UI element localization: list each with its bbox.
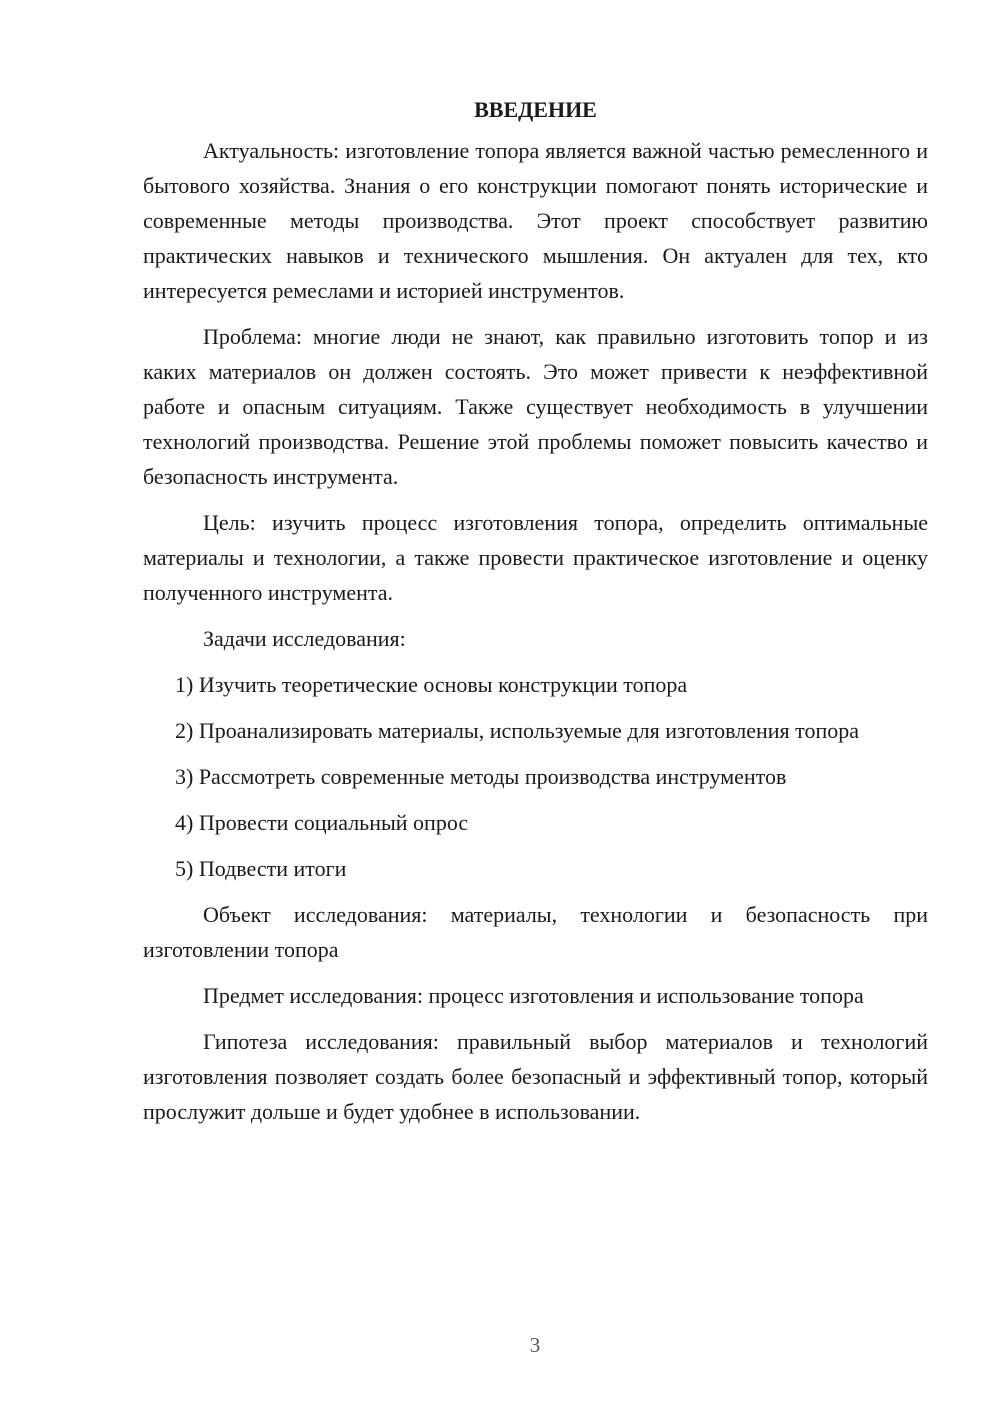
task-item-1: 1) Изучить теоретические основы конструкции топора — [175, 672, 688, 697]
document-body — [143, 92, 928, 1140]
tasks-heading: Задачи исследования: — [203, 626, 406, 651]
object-paragraph: Объект исследования: материалы, технологии и безопасность при изготовлении топора — [143, 902, 928, 962]
task-item-3: 3) Рассмотреть современные методы производства инструментов — [175, 764, 787, 789]
page-title: ВВЕДЕНИЕ — [474, 97, 597, 122]
task-item-2: 2) Проанализировать материалы, используемые для изготовления топора — [175, 718, 860, 743]
page-number: 3 — [529, 1333, 541, 1357]
task-item-4: 4) Провести социальный опрос — [175, 810, 469, 835]
problem-paragraph: Проблема: многие люди не знают, как правильно изготовить топор и из каких материалов он должен состоять. Это может привести к неэффективной работе и опасным ситуациям. Также существует необходимость в улучшении технологий производства. Решение этой проблемы поможет повысить качество и безопасность инструмента. — [143, 324, 928, 489]
goal-paragraph: Цель: изучить процесс изготовления топора, определить оптимальные материалы и технологии, а также провести практическое изготовление и оценку полученного инструмента. — [143, 510, 928, 605]
subject-paragraph: Предмет исследования: процесс изготовления и использование топора — [203, 983, 864, 1008]
hypothesis-paragraph: Гипотеза исследования: правильный выбор материалов и технологий изготовления позволяет создать более безопасный и эффективный топор, который прослужит дольше и будет удобнее в использовании. — [143, 1029, 928, 1124]
task-item-5: 5) Подвести итоги — [175, 856, 347, 881]
relevance-paragraph: Актуальность: изготовление топора является важной частью ремесленного и бытового хозяйства. Знания о его конструкции помогают понять исторические и современные методы производства. Этот проект способствует развитию практических навыков и технического мышления. Он актуален для тех, кто интересуется ремеслами и историей инструментов. — [143, 138, 928, 303]
